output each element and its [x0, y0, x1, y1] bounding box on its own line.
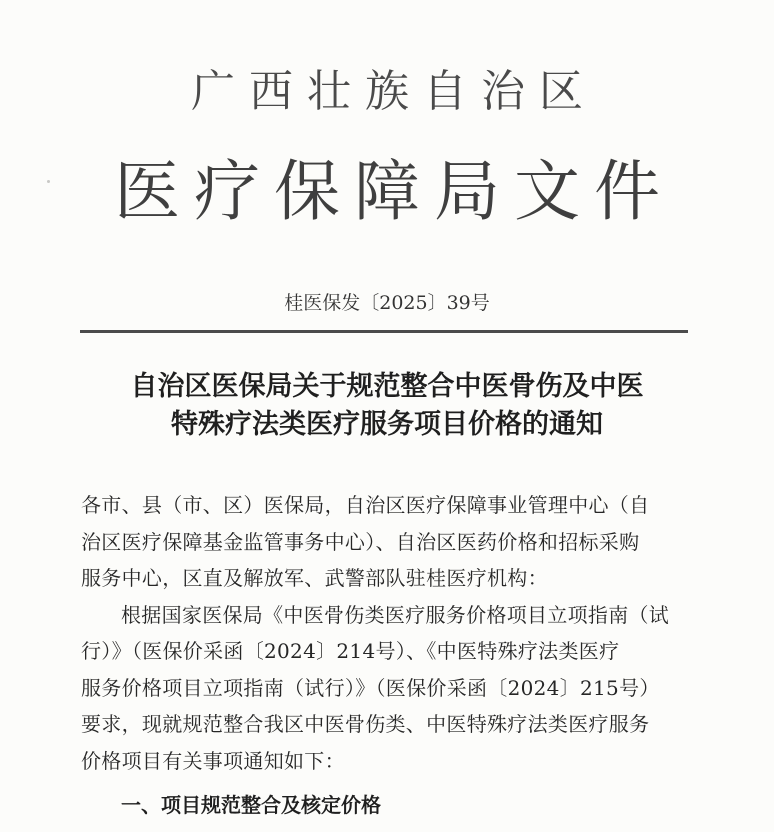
body-line: 价格项目有关事项通知如下： [81, 748, 345, 773]
body-line: 治区医疗保障基金监管事务中心）、自治区医药价格和招标采购 [81, 529, 640, 554]
issuer-title: 医疗保障局文件 [114, 153, 674, 230]
body-line: 服务价格项目立项指南（试行）》（医保价采函〔2024〕215号） [81, 675, 660, 700]
body-line: 各市、县（市、区）医保局，自治区医疗保障事业管理中心（自 [81, 493, 650, 517]
notice-title-line-1: 自治区医保局关于规范整合中医骨伤及中医 [130, 371, 644, 402]
body-line: 行）》（医保价采函〔2024〕214号）、《中医特殊疗法类医疗 [81, 639, 620, 663]
body-line: 要求，现就规范整合我区中医骨伤类、中医特殊疗法类医疗服务 [81, 712, 650, 736]
document-number: 桂医保发〔2025〕39号 [284, 292, 490, 314]
notice-title-line-2: 特殊疗法类医疗服务项目价格的通知 [171, 409, 603, 440]
section-heading: 一、项目规范整合及核定价格 [121, 793, 381, 817]
notice-body [81, 487, 697, 779]
notice-title [0, 368, 774, 444]
body-line: 服务中心，区直及解放军、武警部队驻桂医疗机构： [81, 566, 548, 590]
body-line: 根据国家医保局《中医骨伤类医疗服务价格项目立项指南（试 [121, 602, 670, 627]
issuer-region: 广西壮族自治区 [191, 66, 597, 117]
header-divider [80, 330, 688, 333]
